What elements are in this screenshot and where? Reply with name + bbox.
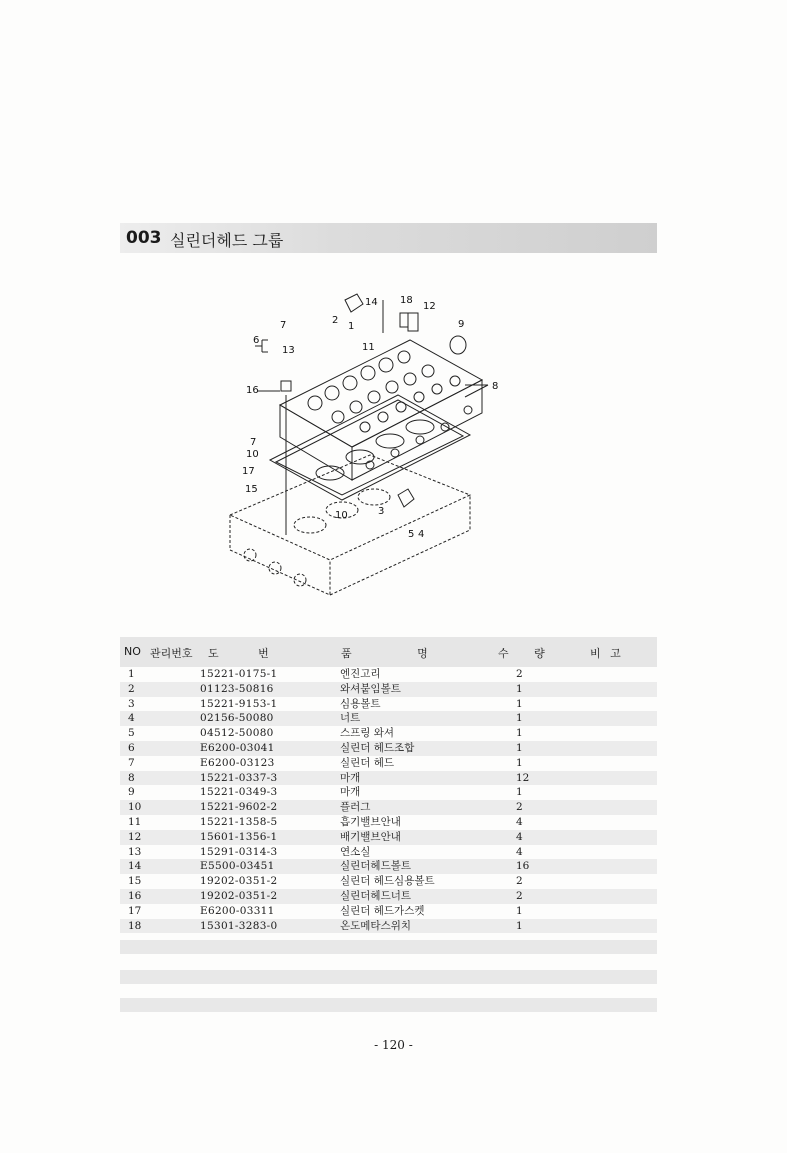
row-quantity: 4 xyxy=(516,815,523,828)
row-part-name: 와셔붙임볼트 xyxy=(340,682,401,695)
row-part-number: 19202-0351-2 xyxy=(200,889,278,902)
row-no: 10 xyxy=(128,801,142,814)
row-part-name: 스프링 와셔 xyxy=(340,727,395,740)
row-part-name: 너트 xyxy=(340,712,361,725)
row-part-number: 15221-1358-5 xyxy=(200,815,278,828)
row-no: 14 xyxy=(128,860,142,873)
header-mgmt-no: 관리번호 xyxy=(150,647,193,660)
row-part-name: 연소실 xyxy=(340,845,371,858)
row-quantity: 1 xyxy=(516,682,523,695)
row-part-number: E6200-03123 xyxy=(200,756,275,769)
row-part-number: 15221-0337-3 xyxy=(200,771,278,784)
row-part-name: 온도메타스위치 xyxy=(340,919,412,932)
row-no: 11 xyxy=(128,815,142,828)
row-quantity: 4 xyxy=(516,845,523,858)
svg-text:2: 2 xyxy=(332,315,339,326)
head-top-face xyxy=(280,340,482,447)
header-remark: 비 고 xyxy=(590,647,621,660)
table-row xyxy=(120,697,657,712)
row-part-name: 흡기밸브안내 xyxy=(340,815,401,828)
row-quantity: 1 xyxy=(516,919,523,932)
table-row xyxy=(120,711,657,726)
row-quantity: 4 xyxy=(516,830,523,843)
header-no: NO xyxy=(124,645,141,658)
blank-row xyxy=(120,940,657,954)
row-quantity: 2 xyxy=(516,668,523,680)
svg-text:5: 5 xyxy=(408,529,415,540)
header-qty: 수 량 xyxy=(498,647,545,660)
table-row xyxy=(120,771,657,786)
row-quantity: 1 xyxy=(516,712,523,725)
svg-text:4: 4 xyxy=(418,529,425,540)
row-part-name: 실린더 헤드가스켓 xyxy=(340,904,425,917)
row-part-number: 15221-0175-1 xyxy=(200,668,278,680)
row-no: 18 xyxy=(128,919,142,932)
svg-text:6: 6 xyxy=(253,335,260,346)
table-row xyxy=(120,904,657,919)
svg-text:3: 3 xyxy=(378,506,385,517)
row-part-name: 마개 xyxy=(340,771,361,784)
row-no: 15 xyxy=(128,875,142,888)
table-row xyxy=(120,726,657,741)
table-row xyxy=(120,815,657,830)
row-no: 2 xyxy=(128,682,135,695)
row-part-name: 실린더 헤드 xyxy=(340,756,395,769)
row-no: 6 xyxy=(128,741,135,754)
row-part-number: 15301-3283-0 xyxy=(200,919,278,932)
table-row xyxy=(120,741,657,756)
blank-row xyxy=(120,970,657,984)
svg-text:12: 12 xyxy=(423,301,436,312)
row-part-name: 엔진고리 xyxy=(340,668,381,680)
svg-text:8: 8 xyxy=(492,381,499,392)
table-header xyxy=(120,637,657,667)
row-quantity: 1 xyxy=(516,904,523,917)
row-part-number: 15601-1356-1 xyxy=(200,830,278,843)
parts-table xyxy=(120,637,657,933)
row-part-name: 플러그 xyxy=(340,801,371,814)
row-no: 4 xyxy=(128,712,135,725)
table-row xyxy=(120,859,657,874)
row-quantity: 2 xyxy=(516,801,523,814)
row-quantity: 1 xyxy=(516,727,523,740)
row-part-number: 15221-9602-2 xyxy=(200,801,278,814)
blank-row xyxy=(120,998,657,1012)
svg-text:14: 14 xyxy=(365,297,378,308)
section-code: 003 xyxy=(126,228,162,248)
row-part-number: 19202-0351-2 xyxy=(200,875,278,888)
row-part-name: 실린더헤드너트 xyxy=(340,889,412,902)
svg-text:17: 17 xyxy=(242,466,255,477)
row-part-name: 마개 xyxy=(340,786,361,799)
row-no: 1 xyxy=(128,668,135,680)
row-no: 9 xyxy=(128,786,135,799)
row-part-number: 15221-0349-3 xyxy=(200,786,278,799)
table-row xyxy=(120,830,657,845)
table-row xyxy=(120,919,657,934)
row-part-name: 실린더헤드볼트 xyxy=(340,860,412,873)
row-part-number: 02156-50080 xyxy=(200,712,274,725)
row-no: 5 xyxy=(128,727,135,740)
row-part-number: E6200-03311 xyxy=(200,904,275,917)
row-no: 12 xyxy=(128,830,142,843)
page-number: - 120 - xyxy=(374,1038,413,1052)
svg-text:13: 13 xyxy=(282,345,295,356)
cylinder-head-drawing xyxy=(220,285,520,600)
row-part-number: E5500-03451 xyxy=(200,860,275,873)
svg-text:9: 9 xyxy=(458,319,465,330)
row-no: 8 xyxy=(128,771,135,784)
row-no: 3 xyxy=(128,697,135,710)
row-part-name: 심용볼트 xyxy=(340,697,381,710)
table-row xyxy=(120,785,657,800)
row-quantity: 1 xyxy=(516,786,523,799)
svg-text:7: 7 xyxy=(280,320,287,331)
exploded-parts-diagram xyxy=(220,285,520,600)
table-row xyxy=(120,756,657,771)
engine-block xyxy=(230,455,470,560)
table-row xyxy=(120,889,657,904)
row-no: 17 xyxy=(128,904,142,917)
row-no: 13 xyxy=(128,845,142,858)
svg-text:15: 15 xyxy=(245,484,258,495)
row-part-name: 실린더 헤드조합 xyxy=(340,741,415,754)
header-part-no: 도 번 xyxy=(208,647,269,660)
row-part-name: 실린더 헤드심용볼트 xyxy=(340,875,435,888)
row-no: 7 xyxy=(128,756,135,769)
svg-text:10: 10 xyxy=(246,449,259,460)
section-title: 실린더헤드 그룹 xyxy=(170,231,284,250)
svg-text:1: 1 xyxy=(348,321,355,332)
table-row xyxy=(120,682,657,697)
row-part-number: 01123-50816 xyxy=(200,682,274,695)
table-row xyxy=(120,874,657,889)
table-row xyxy=(120,845,657,860)
svg-text:16: 16 xyxy=(246,385,259,396)
row-quantity: 2 xyxy=(516,875,523,888)
row-quantity: 1 xyxy=(516,741,523,754)
svg-text:10: 10 xyxy=(335,510,348,521)
head-side-face xyxy=(352,380,482,480)
table-body xyxy=(120,667,657,933)
row-quantity: 16 xyxy=(516,860,530,873)
row-part-number: 15221-9153-1 xyxy=(200,697,278,710)
row-quantity: 2 xyxy=(516,889,523,902)
svg-text:18: 18 xyxy=(400,295,413,306)
row-quantity: 1 xyxy=(516,697,523,710)
row-quantity: 1 xyxy=(516,756,523,769)
svg-text:7: 7 xyxy=(250,437,257,448)
row-part-number: E6200-03041 xyxy=(200,741,275,754)
row-no: 16 xyxy=(128,889,142,902)
svg-text:11: 11 xyxy=(362,342,375,353)
row-part-name: 배기밸브안내 xyxy=(340,830,401,843)
table-row xyxy=(120,667,657,682)
row-quantity: 12 xyxy=(516,771,530,784)
section-header xyxy=(120,223,657,253)
header-name: 품 명 xyxy=(341,647,428,660)
table-row xyxy=(120,800,657,815)
row-part-number: 04512-50080 xyxy=(200,727,274,740)
row-part-number: 15291-0314-3 xyxy=(200,845,278,858)
